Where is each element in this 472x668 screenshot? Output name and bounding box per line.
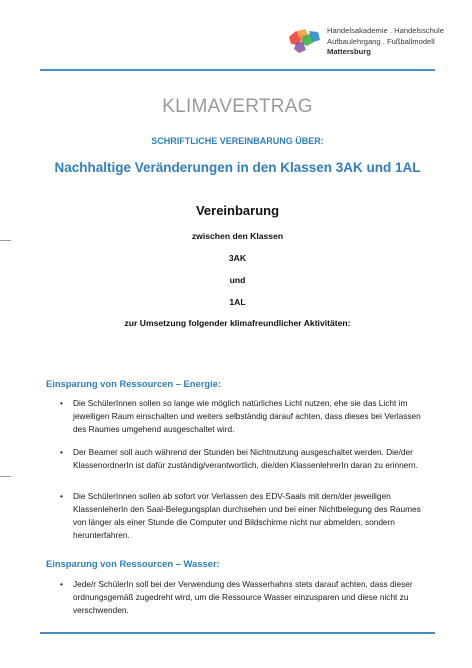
purpose-text: zur Umsetzung folgender klimafreundlicher Aktivitäten: [124, 318, 351, 328]
list-item [60, 578, 425, 617]
list-item-text: Die SchülerInnen sollen ab sofort vor Verlassen des EDV-Saals mit dem/der jeweiligen KlassenleherIn den Saal-Belegungsplan durchsehen und bei einer Nichtbelegung des Raumes von länger als einer Stunde die Computer und Bildschirme nicht nur abmelden, sondern herunterfahren. [73, 491, 421, 540]
document-subtitle: SCHRIFTLICHE VEREINBARUNG ÜBER: [151, 136, 324, 146]
school-logo [287, 26, 444, 58]
bullet-icon: • [60, 398, 63, 408]
school-name-line1: Handelsakademie . Handelsschule [327, 26, 444, 35]
footer-divider [40, 632, 435, 634]
class-name-first: 3AK [228, 253, 247, 263]
list-item-text: Jede/r SchülerIn soll bei der Verwendung des Wasserhahns stets darauf achten, dass dieser ordnungsgemäß zugedreht wird, um die Ressource Wasser einzusparen und diese nicht zu verschwenden. [73, 579, 413, 615]
section-title-energy: Einsparung von Ressourcen – Energie: [46, 378, 222, 389]
list-item [60, 446, 425, 472]
section-title-water: Einsparung von Ressourcen – Wasser: [46, 558, 220, 569]
school-logo-icon [287, 28, 321, 54]
and-text: und [229, 275, 246, 285]
school-name [327, 26, 444, 58]
margin-fold-mark [0, 240, 11, 241]
bullet-icon: • [60, 447, 63, 457]
list-item-text: Der Beamer soll auch während der Stunden bei Nichtnutzung ausgeschaltet werden. Die/der KlassenordnerIn ist dafür zuständig/verantwortlich, die/den KlassenlehrerIn daran zu erinnern. [73, 447, 418, 470]
bullet-icon: • [60, 579, 63, 589]
header-divider [40, 69, 435, 71]
list-item-text: Die SchülerInnen sollen so lange wie möglich natürliches Licht nutzen, ehe sie das Licht im jeweiligen Raum einschalten und weiters selbständig darauf achten, dass dieses bei Verlassen des Raumes umgehend ausgeschaltet wird. [73, 398, 421, 434]
agreement-heading: Vereinbarung [195, 203, 280, 218]
document-headline: Nachhaltige Veränderungen in den Klassen 3AK und 1AL [54, 160, 421, 175]
between-classes-text: zwischen den Klassen [191, 231, 284, 241]
list-item [60, 397, 425, 436]
list-item [60, 490, 425, 542]
school-name-line2: Aufbaulehrgang . Fußballmodell [327, 36, 435, 46]
document-title: KLIMAVERTRAG [162, 96, 313, 117]
class-name-second: 1AL [229, 297, 246, 307]
margin-fold-mark [0, 476, 11, 477]
bullet-icon: • [60, 491, 63, 501]
school-location: Mattersburg [327, 47, 371, 56]
